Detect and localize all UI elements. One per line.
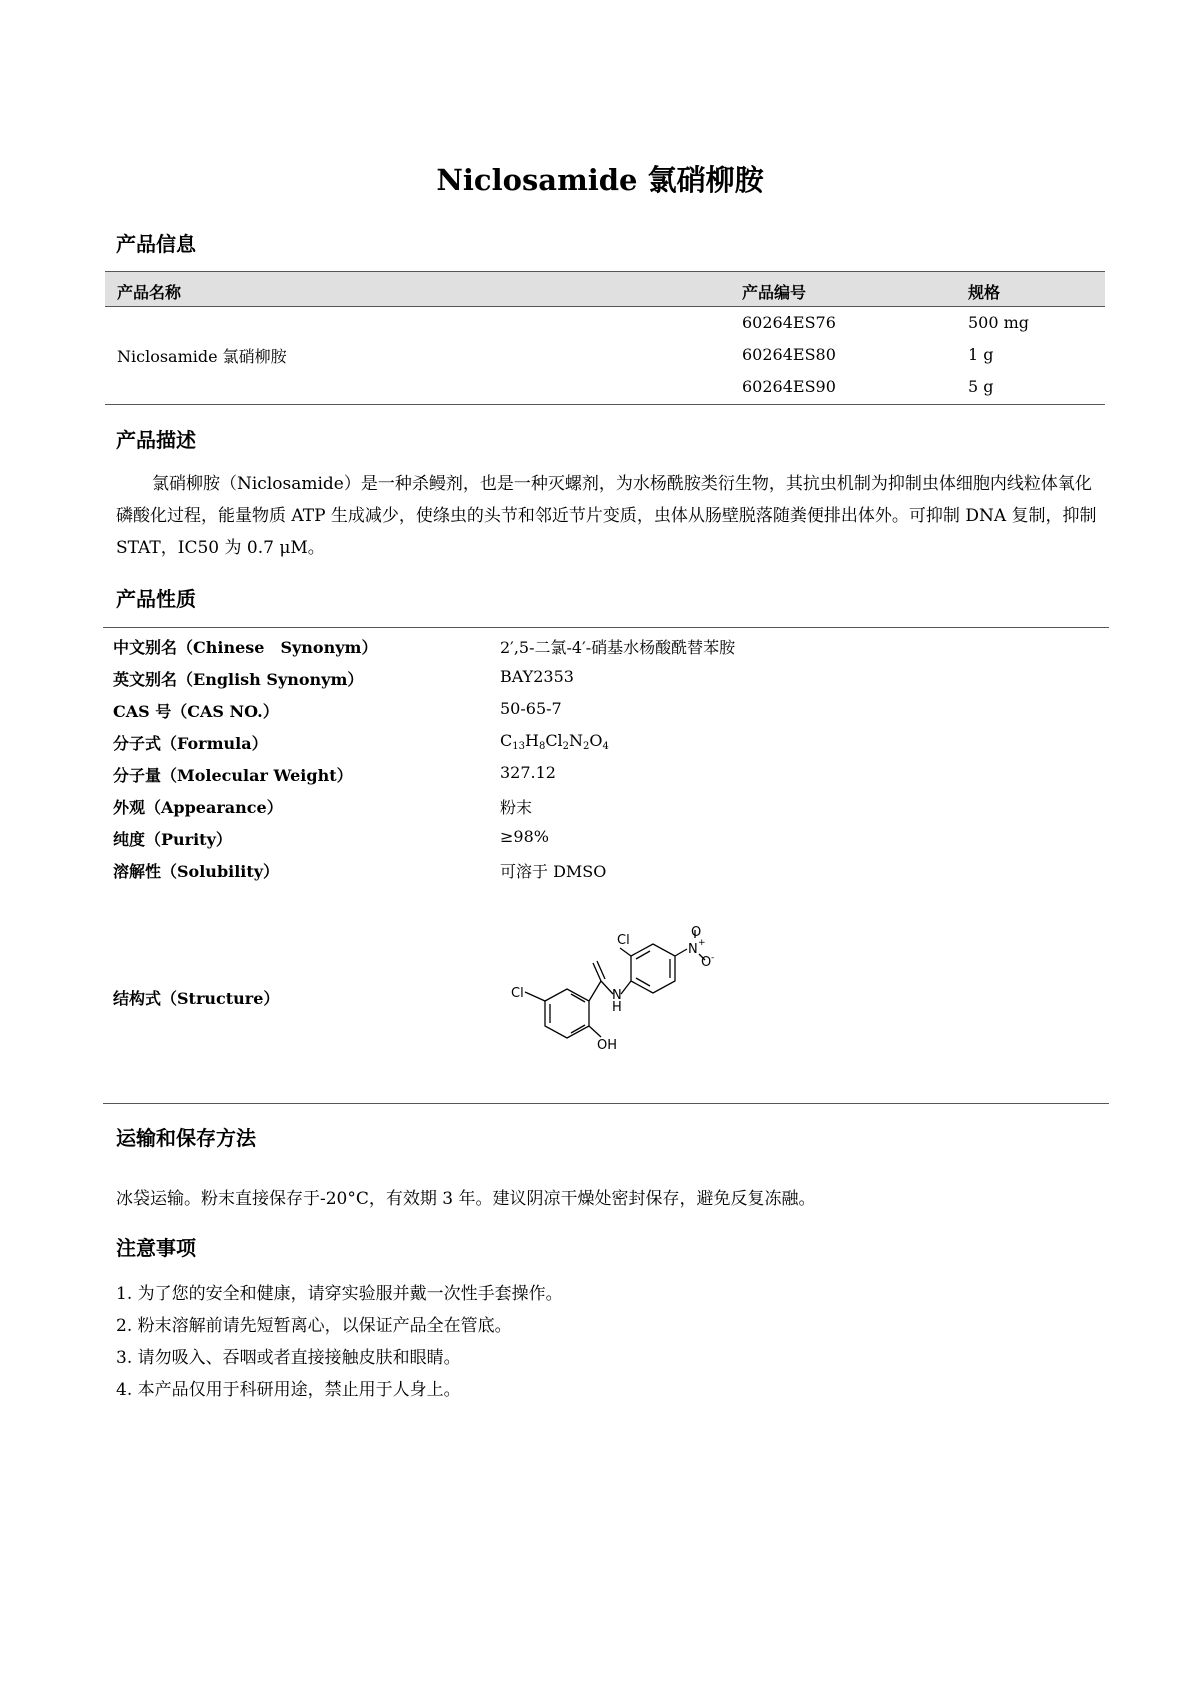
formula-subscript: 2 — [562, 741, 570, 752]
property-label: 分子量（Molecular Weight） — [113, 766, 353, 785]
property-value: 粉末 — [500, 798, 533, 817]
property-label: CAS 号（CAS NO.） — [113, 702, 279, 721]
property-value: 50-65-7 — [500, 699, 562, 718]
bond-cl — [525, 992, 545, 1001]
notes-heading: 注意事项 — [116, 1236, 196, 1260]
atom-label: H — [612, 1000, 622, 1015]
product-spec-cell: 5 g — [968, 377, 994, 396]
property-label: 分子式（Formula） — [113, 734, 268, 753]
property-label: 纯度（Purity） — [113, 830, 232, 849]
col-product-name: 产品名称 — [117, 283, 182, 302]
property-value: 2′,5-二氯-4′-硝基水杨酸酰替苯胺 — [500, 638, 736, 657]
formula-subscript: 8 — [538, 741, 546, 752]
col-spec: 规格 — [968, 283, 1001, 302]
property-label: 溶解性（Solubility） — [113, 862, 280, 881]
property-value: ≥98% — [500, 827, 549, 846]
structure-diagram — [497, 925, 715, 1056]
product-code-cell: 60264ES80 — [742, 345, 836, 364]
product-spec-cell: 1 g — [968, 345, 994, 364]
atom-label: N — [688, 942, 698, 957]
bond-oh — [589, 1026, 601, 1037]
note-item: 2. 粉末溶解前请先短暂离心，以保证产品全在管底。 — [116, 1316, 512, 1336]
storage-heading: 运输和保存方法 — [116, 1126, 256, 1150]
page-title: Niclosamide 氯硝柳胺 — [436, 163, 764, 197]
col-product-code: 产品编号 — [742, 283, 807, 302]
storage-text: 冰袋运输。粉末直接保存于-20°C，有效期 3 年。建议阴凉干燥处密封保存，避免反复冻融。 — [116, 1189, 816, 1209]
structure-label: 结构式（Structure） — [113, 989, 280, 1008]
formula-value: $C_{13}H_8Cl_2N_2O_4$ — [500, 731, 609, 752]
ring-a — [545, 989, 589, 1038]
property-label: 英文别名（English Synonym） — [113, 670, 364, 689]
bond-cl — [620, 948, 631, 956]
product-code-cell: 60264ES90 — [742, 377, 836, 396]
note-item: 3. 请勿吸入、吞咽或者直接接触皮肤和眼睛。 — [116, 1348, 461, 1368]
formula-subscript: 13 — [512, 741, 525, 752]
ring-b — [631, 944, 675, 993]
product-name-cell: Niclosamide 氯硝柳胺 — [117, 347, 287, 366]
product-spec-cell: 500 mg — [968, 313, 1030, 332]
formula-subscript: 4 — [602, 741, 609, 752]
description-text: 氯硝柳胺（Niclosamide）是一种杀鳗剂，也是一种灭螺剂，为水杨酰胺类衍生物，其抗虫机制为抑制虫体细胞内线粒体氧化磷酸化过程，能量物质 ATP 生成减少，使绦虫的头节和邻近节片变质，虫体从肠壁脱落随粪便排出体外。可抑制 DNA 复制，抑制 STAT，IC50 为 0.7 μM。 — [116, 474, 1097, 558]
atom-label: N — [612, 988, 622, 1003]
product-code-cell: 60264ES76 — [742, 313, 836, 332]
description-heading: 产品描述 — [116, 428, 196, 452]
atom-label: O — [701, 955, 712, 970]
note-item: 1. 为了您的安全和健康，请穿实验服并戴一次性手套操作。 — [116, 1284, 563, 1304]
atom-charge: + — [698, 938, 706, 948]
table-bottom-rule — [105, 404, 1105, 405]
property-value: BAY2353 — [500, 667, 574, 686]
bond-carbonyl — [589, 981, 601, 1001]
atom-label: Cl — [511, 986, 524, 1001]
bond-nitro — [675, 949, 687, 956]
property-label: 外观（Appearance） — [113, 798, 283, 817]
atom-label: OH — [597, 1038, 618, 1053]
atom-label: Cl — [617, 933, 630, 948]
product-info-table-header — [105, 271, 1105, 307]
properties-bottom-rule — [103, 1103, 1109, 1104]
properties-top-rule — [103, 627, 1109, 628]
bond-n-aryl — [621, 981, 631, 994]
product-info-heading: 产品信息 — [116, 232, 196, 256]
property-value: 327.12 — [500, 763, 556, 782]
formula-subscript: 2 — [583, 741, 590, 752]
atom-charge: - — [711, 953, 715, 963]
properties-heading: 产品性质 — [116, 587, 196, 611]
atom-label: O — [691, 925, 702, 940]
property-label: 中文别名（Chinese Synonym） — [113, 638, 378, 657]
property-value: 可溶于 DMSO — [500, 862, 607, 881]
note-item: 4. 本产品仅用于科研用途，禁止用于人身上。 — [116, 1380, 461, 1400]
